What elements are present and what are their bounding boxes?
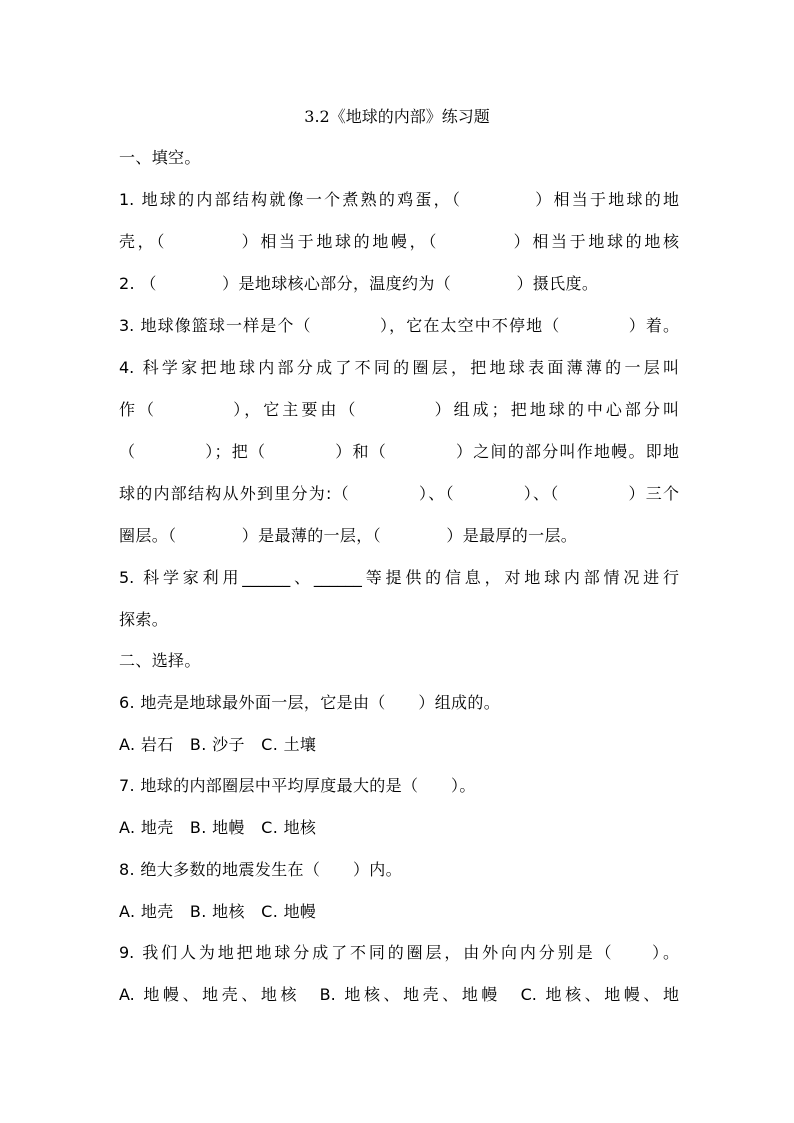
question-1-line-2: 壳，（ ）相当于地球的地幔，（ ）相当于地球的地核: [119, 232, 679, 251]
question-4-line-4: 球的内部结构从外到里分为:（ ）、（ ）、（ ）三个: [119, 484, 679, 503]
question-7-options: A. 地壳 B. 地幔 C. 地核: [119, 818, 317, 837]
question-8: 8. 绝大多数的地震发生在（ ）内。: [119, 860, 403, 879]
question-7: 7. 地球的内部圈层中平均厚度最大的是（ ）。: [119, 776, 476, 795]
question-8-options: A. 地壳 B. 地核 C. 地幔: [119, 902, 317, 921]
question-4-line-1: 4. 科学家把地球内部分成了不同的圈层，把地球表面薄薄的一层叫: [119, 358, 679, 377]
page-title: 3.2《地球的内部》练习题: [304, 107, 490, 126]
question-1-line-1: 1. 地球的内部结构就像一个煮熟的鸡蛋，（ ）相当于地球的地: [119, 190, 679, 209]
question-9-options: A. 地幔、地壳、地核 B. 地核、地壳、地幔 C. 地核、地幔、地: [119, 985, 679, 1004]
question-4-line-5: 圈层。（ ）是最薄的一层，（ ）是最厚的一层。: [119, 526, 578, 545]
question-9: 9. 我们人为地把地球分成了不同的圈层，由外向内分别是（ ）。: [119, 943, 679, 962]
question-3: 3. 地球像篮球一样是个（ ），它在太空中不停地（ ）着。: [119, 316, 679, 335]
question-4-line-2: 作（ ），它主要由（ ）组成；把地球的中心部分叫: [119, 400, 679, 419]
question-4-line-3: （ ）；把（ ）和（ ）之间的部分叫作地幔。即地: [119, 442, 679, 461]
section-heading-choice: 二、选择。: [119, 651, 201, 670]
question-5-line-2: 探索。: [119, 610, 169, 629]
section-heading-fill-in: 一、填空。: [119, 148, 201, 167]
question-2: 2. （ ）是地球核心部分，温度约为（ ）摄氏度。: [119, 274, 599, 293]
question-6: 6. 地壳是地球最外面一层，它是由（ ）组成的。: [119, 693, 501, 712]
question-6-options: A. 岩石 B. 沙子 C. 土壤: [119, 735, 317, 754]
question-5-line-1: 5. 科学家利用______、______等提供的信息，对地球内部情况进行: [119, 568, 679, 587]
